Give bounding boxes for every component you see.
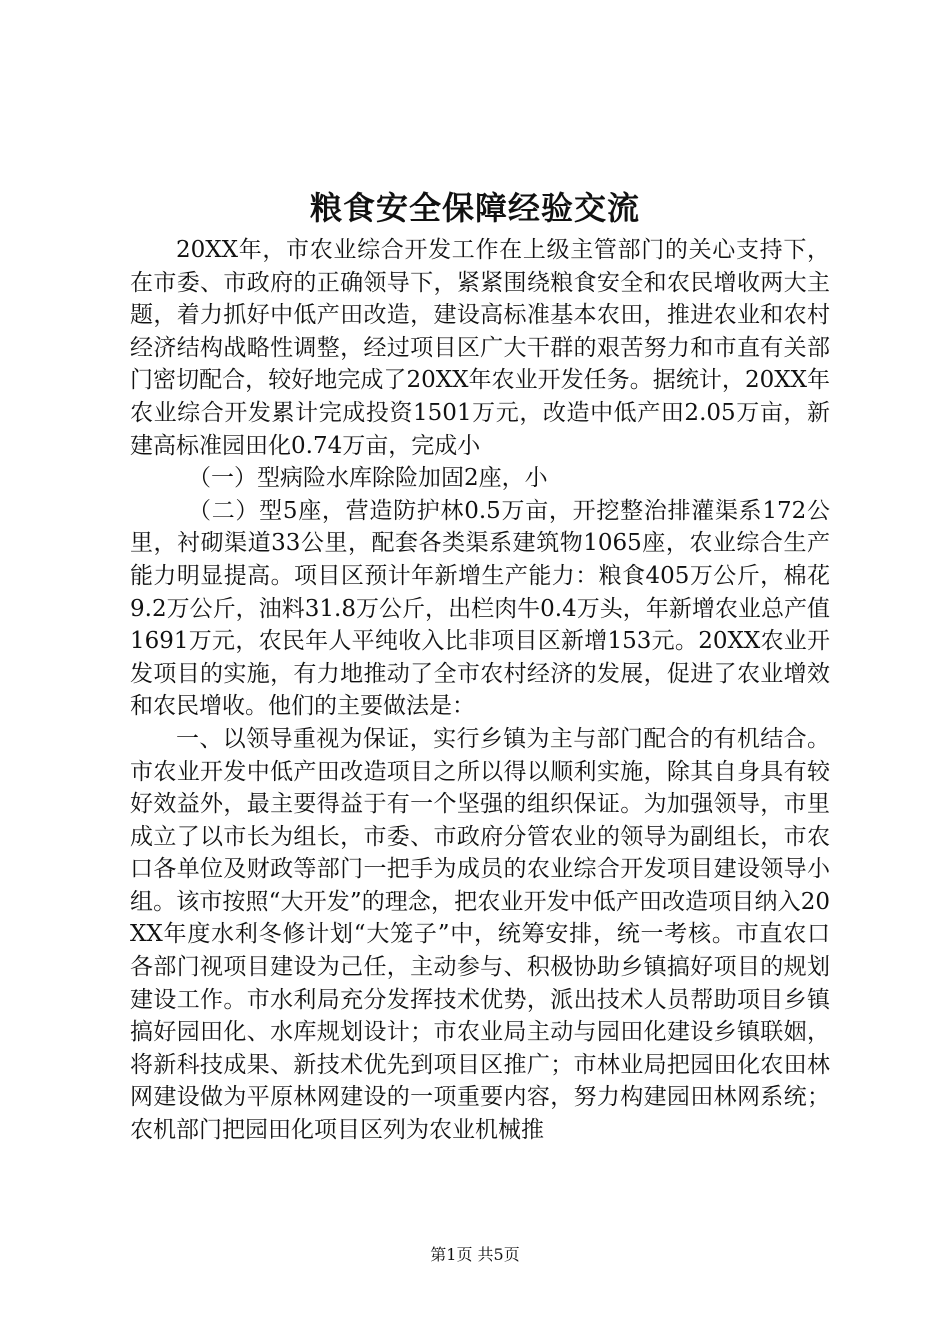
document-body [130, 234, 830, 1147]
paragraph-section-one: 一、以领导重视为保证，实行乡镇为主与部门配合的有机结合。市农业开发中低产田改造项目之所以得以顺利实施，除其自身具有较好效益外，最主要得益于有一个坚强的组织保证。为加强领导，市里成立了以市长为组长，市委、市政府分管农业的领导为副组长，市农口各单位及财政等部门一把手为成员的农业综合开发项目建设领导小组。该市按照“大开发”的理念，把农业开发中低产田改造项目纳入20XX年度水利冬修计划“大笼子”中，统筹安排，统一考核。市直农口各部门视项目建设为己任，主动参与、积极协助乡镇搞好项目的规划建设工作。市水利局充分发挥技术优势，派出技术人员帮助项目乡镇搞好园田化、水库规划设计；市农业局主动与园田化建设乡镇联姻，将新科技成果、新技术优先到项目区推广；市林业局把园田化农田林网建设做为平原林网建设的一项重要内容，努力构建园田林网系统；农机部门把园田化项目区列为农业机械推 [130, 725, 830, 1144]
document-title: 粮食安全保障经验交流 [309, 189, 640, 227]
paragraph-item-two: （二）型5座，营造防护林0.5万亩，开挖整治排灌渠系172公里，衬砌渠道33公里，配套各类渠系建筑物1065座，农业综合生产能力明显提高。项目区预计年新增生产能力：粮食405万公斤，棉花9.2万公斤，油料31.8万公斤，出栏肉牛0.4万头，年新增农业总产值1691万元，农民年人平纯收入比非项目区新增153元。20XX农业开发项目的实施，有力地推动了全市农村经济的发展，促进了农业增效和农民增收。他们的主要做法是： [130, 497, 830, 720]
paragraph-intro: 20XX年，市农业综合开发工作在上级主管部门的关心支持下，在市委、市政府的正确领导下，紧紧围绕粮食安全和农民增收两大主题，着力抓好中低产田改造，建设高标准基本农田，推进农业和农村经济结构战略性调整，经过项目区广大干群的艰苦努力和市直有关部门密切配合，较好地完成了20XX年农业开发任务。据统计，20XX年农业综合开发累计完成投资1501万元，改造中低产田2.05万亩，新建高标准园田化0.74万亩，完成小 [130, 237, 830, 459]
page-footer: 第1页 共5页 [430, 1245, 520, 1264]
paragraph-item-one: （一）型病险水库除险加固2座，小 [188, 465, 548, 492]
